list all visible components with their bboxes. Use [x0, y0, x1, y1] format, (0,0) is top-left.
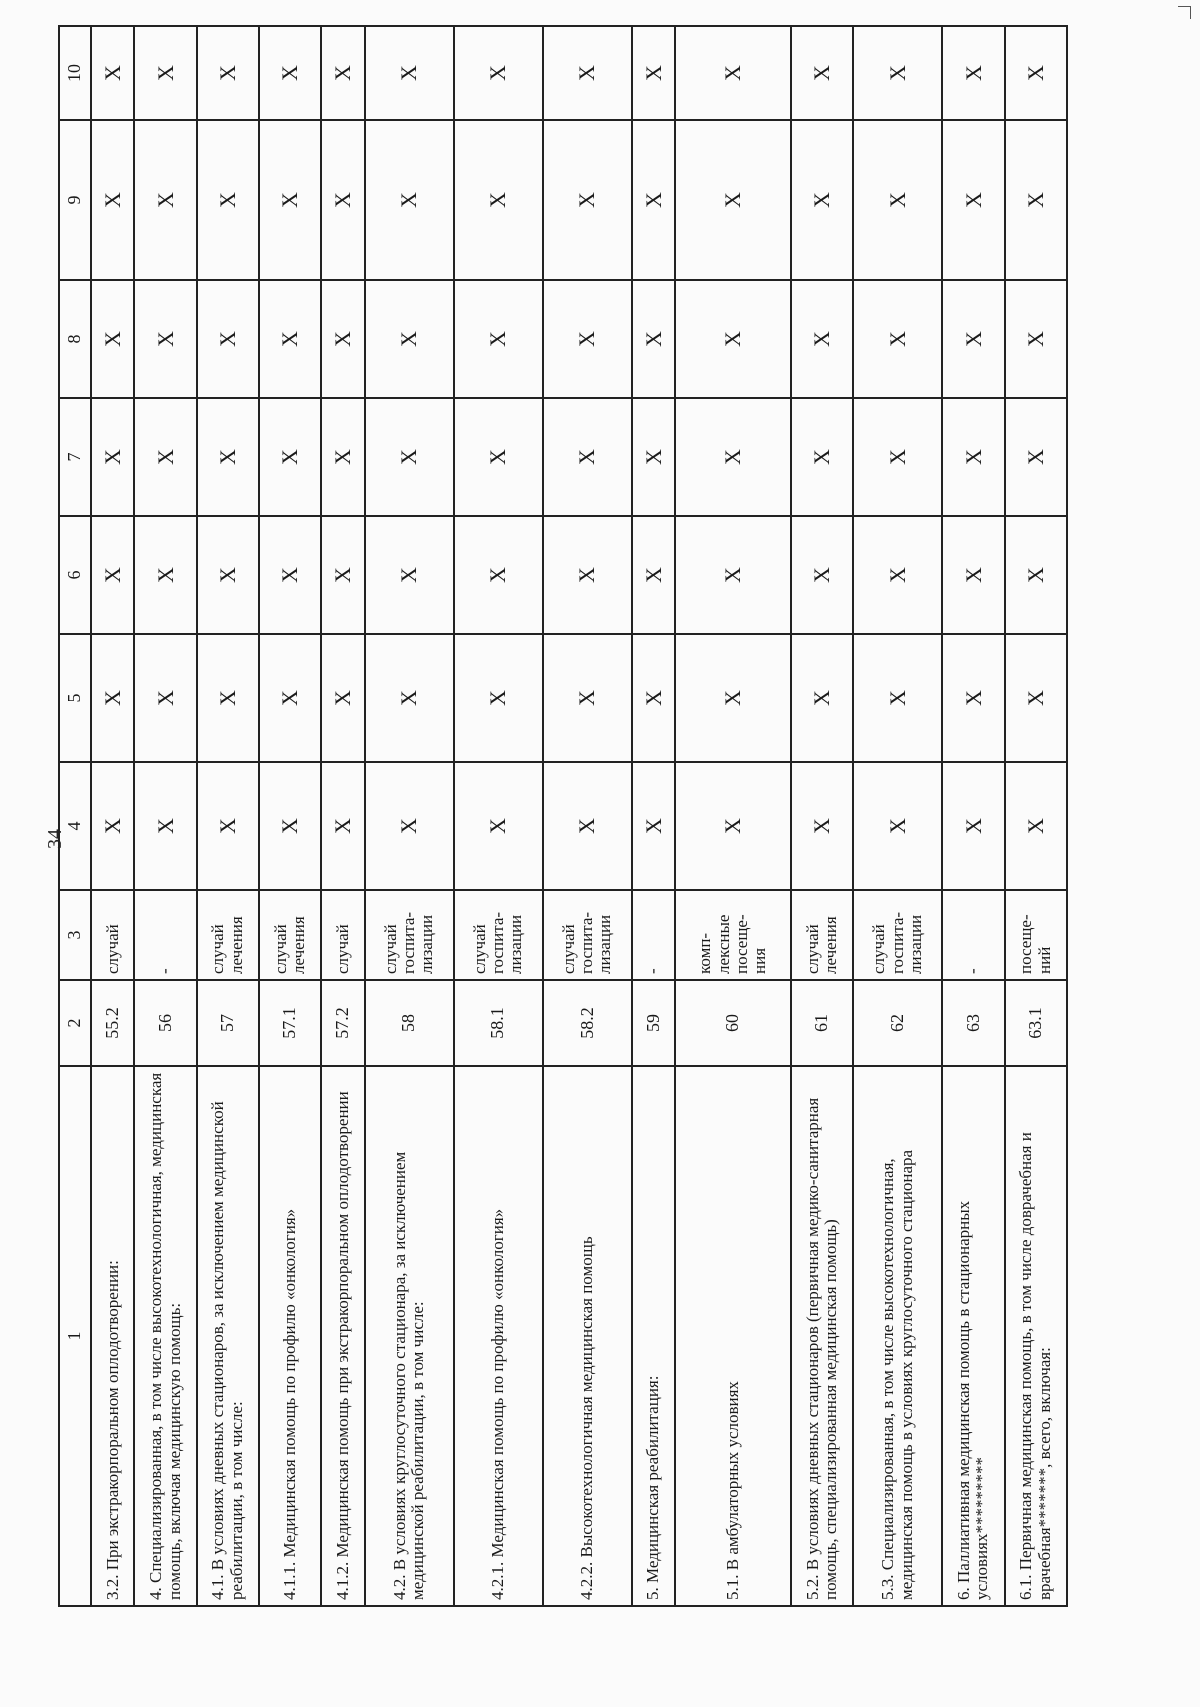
value-cell: X [197, 762, 259, 890]
table-row [321, 26, 364, 1606]
table-row [365, 26, 454, 1606]
value-cell: X [134, 280, 196, 398]
table-row [1005, 26, 1067, 1606]
row-code-cell: 55.2 [91, 980, 134, 1066]
value-cell: X [454, 762, 543, 890]
value-cell: X [321, 26, 364, 120]
value-cell: X [1005, 398, 1067, 516]
table-row [91, 26, 134, 1606]
value-cell: X [942, 516, 1004, 634]
value-cell: X [632, 26, 675, 120]
value-cell: X [942, 762, 1004, 890]
column-header: 7 [59, 398, 91, 516]
value-cell: X [454, 120, 543, 280]
value-cell: X [543, 634, 632, 762]
row-code-cell: 58.1 [454, 980, 543, 1066]
value-cell: X [632, 762, 675, 890]
value-cell: X [134, 120, 196, 280]
value-cell: X [321, 280, 364, 398]
value-cell: X [1005, 634, 1067, 762]
value-cell: X [675, 26, 791, 120]
value-cell: X [259, 26, 321, 120]
value-cell: X [632, 516, 675, 634]
column-header: 10 [59, 26, 91, 120]
value-cell: X [197, 26, 259, 120]
page-number: 34 [44, 829, 66, 849]
row-name-cell: 5. Медицинская реабилитация: [632, 1066, 675, 1606]
header-row [59, 26, 91, 1606]
value-cell: X [365, 398, 454, 516]
value-cell: X [675, 398, 791, 516]
value-cell: X [365, 762, 454, 890]
value-cell: X [259, 280, 321, 398]
value-cell: X [791, 280, 853, 398]
table-row [675, 26, 791, 1606]
row-name-cell: 4.2.1. Медицинская помощь по профилю «онкология» [454, 1066, 543, 1606]
value-cell: X [675, 762, 791, 890]
table-row [791, 26, 853, 1606]
row-unit-cell: случай лечения [259, 890, 321, 980]
value-cell: X [259, 120, 321, 280]
value-cell: X [197, 280, 259, 398]
value-cell: X [543, 762, 632, 890]
row-name-cell: 6. Паллиативная медицинская помощь в стационарных условиях********* [942, 1066, 1004, 1606]
table-row [543, 26, 632, 1606]
row-unit-cell: - [942, 890, 1004, 980]
value-cell: X [365, 280, 454, 398]
value-cell: X [853, 634, 942, 762]
value-cell: X [365, 120, 454, 280]
value-cell: X [791, 634, 853, 762]
value-cell: X [91, 280, 134, 398]
value-cell: X [675, 280, 791, 398]
row-unit-cell: случай госпита-лизации [454, 890, 543, 980]
value-cell: X [321, 516, 364, 634]
row-name-cell: 4.2. В условиях круглосуточного стационара, за исключением медицинской реабилитации, в том числе: [365, 1066, 454, 1606]
value-cell: X [321, 398, 364, 516]
value-cell: X [134, 634, 196, 762]
table-row [454, 26, 543, 1606]
row-code-cell: 57.2 [321, 980, 364, 1066]
row-name-cell: 5.2. В условиях дневных стационаров (первичная медико-санитарная помощь, специализированная медицинская помощь) [791, 1066, 853, 1606]
value-cell: X [853, 280, 942, 398]
row-code-cell: 61 [791, 980, 853, 1066]
value-cell: X [197, 516, 259, 634]
row-name-cell: 4.1.2. Медицинская помощь при экстракорпоральном оплодотворении [321, 1066, 364, 1606]
value-cell: X [942, 26, 1004, 120]
value-cell: X [942, 280, 1004, 398]
row-code-cell: 57 [197, 980, 259, 1066]
data-table [58, 25, 1068, 1607]
value-cell: X [791, 120, 853, 280]
row-code-cell: 63 [942, 980, 1004, 1066]
value-cell: X [1005, 120, 1067, 280]
row-name-cell: 4.1.1. Медицинская помощь по профилю «онкология» [259, 1066, 321, 1606]
row-code-cell: 57.1 [259, 980, 321, 1066]
value-cell: X [632, 634, 675, 762]
rotated-table-container [58, 27, 1068, 1607]
row-name-cell: 3.2. При экстракорпоральном оплодотворении: [91, 1066, 134, 1606]
value-cell: X [853, 120, 942, 280]
value-cell: X [259, 634, 321, 762]
value-cell: X [259, 762, 321, 890]
table-row [134, 26, 196, 1606]
value-cell: X [91, 634, 134, 762]
row-code-cell: 62 [853, 980, 942, 1066]
column-header: 2 [59, 980, 91, 1066]
table-body [91, 26, 1067, 1606]
row-code-cell: 58.2 [543, 980, 632, 1066]
column-header: 1 [59, 1066, 91, 1606]
value-cell: X [853, 762, 942, 890]
value-cell: X [454, 280, 543, 398]
value-cell: X [675, 516, 791, 634]
value-cell: X [853, 516, 942, 634]
value-cell: X [91, 398, 134, 516]
row-name-cell: 6.1. Первичная медицинская помощь, в том числе доврачебная и врачебная*******, всего, включая: [1005, 1066, 1067, 1606]
row-name-cell: 4.1. В условиях дневных стационаров, за исключением медицинской реабилитации, в том числе: [197, 1066, 259, 1606]
value-cell: X [853, 398, 942, 516]
value-cell: X [853, 26, 942, 120]
value-cell: X [543, 398, 632, 516]
value-cell: X [134, 398, 196, 516]
value-cell: X [1005, 762, 1067, 890]
row-unit-cell: - [134, 890, 196, 980]
value-cell: X [543, 26, 632, 120]
row-unit-cell: случай лечения [197, 890, 259, 980]
value-cell: X [365, 634, 454, 762]
value-cell: X [259, 398, 321, 516]
value-cell: X [321, 762, 364, 890]
value-cell: X [1005, 516, 1067, 634]
row-name-cell: 4. Специализированная, в том числе высокотехнологичная, медицинская помощь, включая медицинскую помощь: [134, 1066, 196, 1606]
row-code-cell: 56 [134, 980, 196, 1066]
value-cell: X [632, 280, 675, 398]
value-cell: X [942, 120, 1004, 280]
row-unit-cell: случай госпита-лизации [365, 890, 454, 980]
value-cell: X [543, 280, 632, 398]
column-header: 5 [59, 634, 91, 762]
row-unit-cell: случай лечения [791, 890, 853, 980]
value-cell: X [1005, 26, 1067, 120]
value-cell: X [365, 516, 454, 634]
value-cell: X [197, 398, 259, 516]
row-code-cell: 60 [675, 980, 791, 1066]
value-cell: X [259, 516, 321, 634]
value-cell: X [197, 120, 259, 280]
value-cell: X [632, 398, 675, 516]
column-header: 6 [59, 516, 91, 634]
value-cell: X [942, 634, 1004, 762]
value-cell: X [91, 516, 134, 634]
row-name-cell: 5.1. В амбулаторных условиях [675, 1066, 791, 1606]
row-name-cell: 5.3. Специализированная, в том числе высокотехнологичная, медицинская помощь в условиях круглосуточного стационара [853, 1066, 942, 1606]
value-cell: X [321, 634, 364, 762]
value-cell: X [454, 26, 543, 120]
table-row [197, 26, 259, 1606]
column-header: 8 [59, 280, 91, 398]
value-cell: X [91, 762, 134, 890]
table-row [942, 26, 1004, 1606]
value-cell: X [365, 26, 454, 120]
row-unit-cell: случай [321, 890, 364, 980]
value-cell: X [91, 26, 134, 120]
row-name-cell: 4.2.2. Высокотехнологичная медицинская помощь [543, 1066, 632, 1606]
value-cell: X [675, 634, 791, 762]
value-cell: X [791, 26, 853, 120]
value-cell: X [91, 120, 134, 280]
column-header: 4 [59, 762, 91, 890]
row-unit-cell: случай [91, 890, 134, 980]
value-cell: X [543, 120, 632, 280]
value-cell: X [134, 26, 196, 120]
row-unit-cell: посеще-ний [1005, 890, 1067, 980]
column-header: 9 [59, 120, 91, 280]
value-cell: X [543, 516, 632, 634]
value-cell: X [942, 398, 1004, 516]
column-header: 3 [59, 890, 91, 980]
value-cell: X [197, 634, 259, 762]
row-code-cell: 59 [632, 980, 675, 1066]
row-code-cell: 58 [365, 980, 454, 1066]
row-unit-cell: случай госпита-лизации [543, 890, 632, 980]
row-unit-cell: случай госпита-лизации [853, 890, 942, 980]
value-cell: X [134, 762, 196, 890]
value-cell: X [454, 634, 543, 762]
table-row [259, 26, 321, 1606]
value-cell: X [134, 516, 196, 634]
value-cell: X [454, 516, 543, 634]
scan-corner-mark [1178, 6, 1191, 19]
value-cell: X [454, 398, 543, 516]
value-cell: X [791, 762, 853, 890]
table-row [853, 26, 942, 1606]
table-row [632, 26, 675, 1606]
value-cell: X [632, 120, 675, 280]
row-unit-cell: - [632, 890, 675, 980]
value-cell: X [791, 516, 853, 634]
value-cell: X [1005, 280, 1067, 398]
value-cell: X [791, 398, 853, 516]
row-code-cell: 63.1 [1005, 980, 1067, 1066]
row-unit-cell: комп-лексные посеще-ния [675, 890, 791, 980]
value-cell: X [675, 120, 791, 280]
value-cell: X [321, 120, 364, 280]
